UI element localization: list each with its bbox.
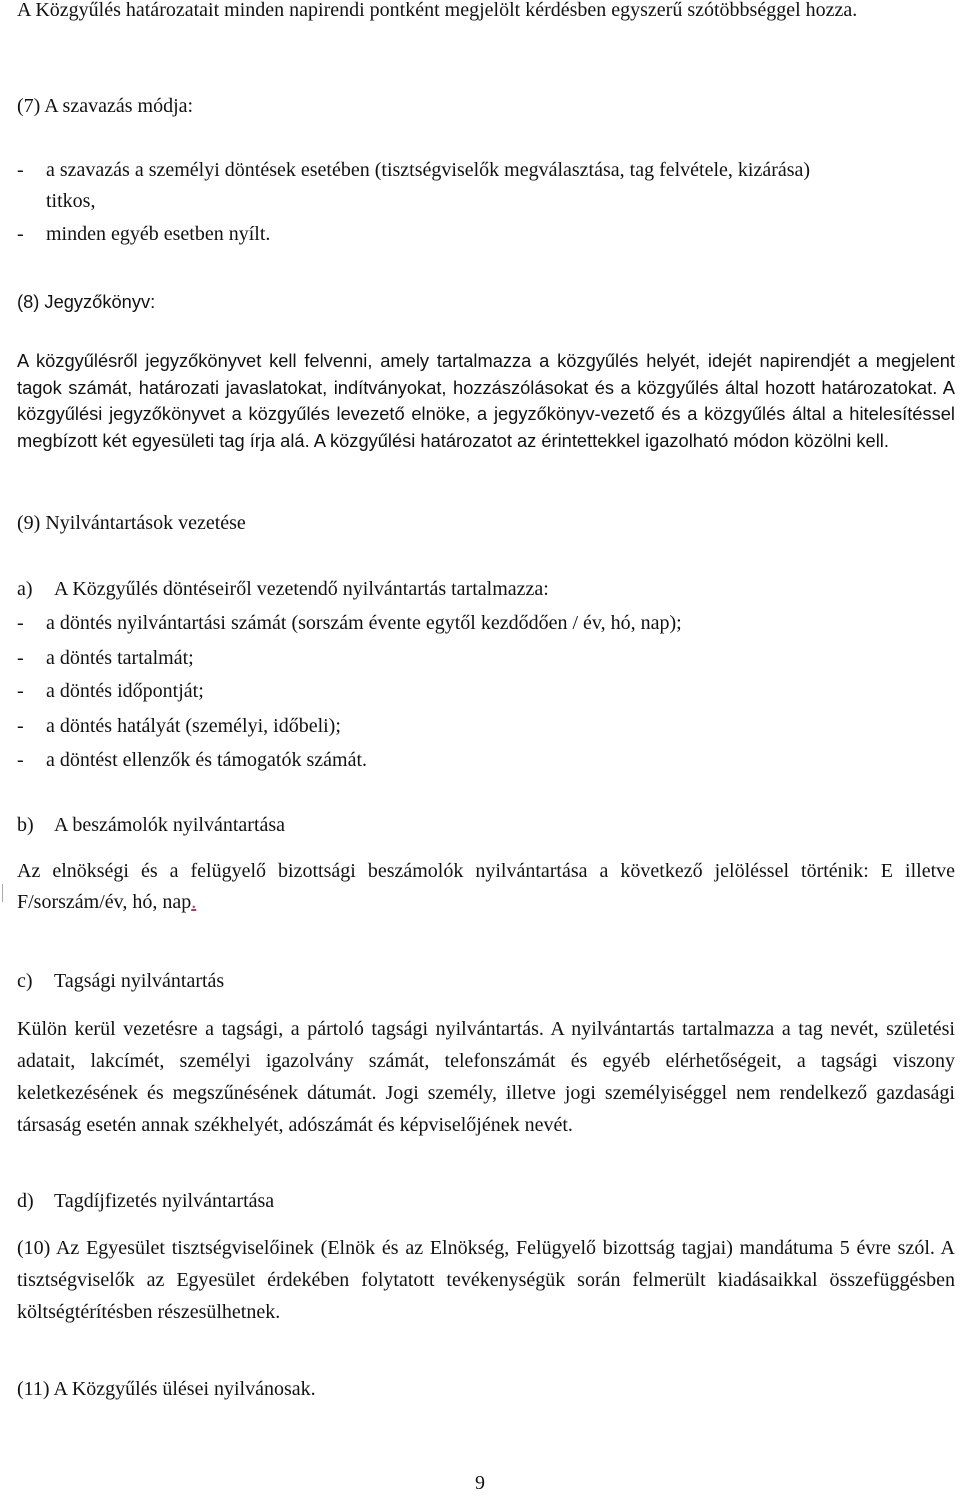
list-dash: - xyxy=(17,680,24,702)
list-item-text: titkos, xyxy=(46,190,96,212)
subsection-letter: a) xyxy=(17,578,33,600)
list-item-text: a döntés időpontját; xyxy=(46,680,204,702)
subsection-letter: d) xyxy=(17,1190,34,1212)
list-item-text: a szavazás a személyi döntések esetében (tisztségviselők megválasztása, tag felvétele, kizárása) xyxy=(46,159,811,181)
paragraph-membership-register: Külön kerül vezetésre a tagsági, a pártoló tagsági nyilvántartás. A nyilvántartás tartalmazza a tag nevét, születési adatait, lakcímét, személyi igazolvány számát, telefonszámát és egyéb elérhetőségeit, a tagsági viszony keletkezésének és megszűnésének dátumát. Jogi személy, illetve jogi személyiséggel nem rendelkező gazdasági társaság esetén annak székhelyét, adószámát és képviselőjének nevét. xyxy=(17,1018,955,1136)
paragraph-voting-majority: A Közgyűlés határozatait minden napirendi pontként megjelölt kérdésben egyszerű szótöbbséggel hozza. xyxy=(17,0,858,21)
list-dash: - xyxy=(17,612,24,634)
list-item-text: a döntés hatályát (személyi, időbeli); xyxy=(46,715,341,737)
subsection-title: A Közgyűlés döntéseiről vezetendő nyilvántartás tartalmazza: xyxy=(54,578,549,600)
subsection-letter: b) xyxy=(17,814,34,836)
paragraph-section-10: (10) Az Egyesület tisztségviselőinek (Elnök és az Elnökség, Felügyelő bizottság tagjai) mandátuma 5 évre szól. A tisztségviselők az Egyesület érdekében folytatott tevékenységük során felmerült kiadásaikkal összefüggésben költségtérítésben részesülhetnek. xyxy=(17,1237,955,1323)
paragraph-reports-text: Az elnökségi és a felügyelő bizottsági beszámolók nyilvántartása a következő jelöléssel történik: E illetve F/sorszám/év, hó, nap xyxy=(17,860,955,913)
page-number: 9 xyxy=(475,1472,485,1494)
list-dash: - xyxy=(17,223,24,245)
paragraph-reports-end: . xyxy=(191,891,197,913)
list-dash: - xyxy=(17,647,24,669)
list-item-text: a döntést ellenzők és támogatók számát. xyxy=(46,749,368,771)
section-9-heading: (9) Nyilvántartások vezetése xyxy=(17,512,246,534)
subsection-title: Tagsági nyilvántartás xyxy=(54,970,225,992)
subsection-letter: c) xyxy=(17,970,33,992)
paragraph-section-11: (11) A Közgyűlés ülései nyilvánosak. xyxy=(17,1378,316,1400)
list-dash: - xyxy=(17,749,24,771)
list-dash: - xyxy=(17,159,24,181)
paragraph-minutes: A közgyűlésről jegyzőkönyvet kell felvenni, amely tartalmazza a közgyűlés helyét, idejét napirendjét a megjelent tagok számát, határozati javaslatokat, indítványokat, hozzászólásokat és a közgyűlés által hozott határozatokat. A közgyűlési jegyzőkönyvet a közgyűlés levezető elnöke, a jegyzőkönyv-vezető és a közgyűlés által a hitelesítéssel megbízott két egyesületi tag írja alá. A közgyűlési határozatot az érintettekkel igazolható módon közölni kell. xyxy=(17,350,955,451)
margin-mark xyxy=(2,884,3,902)
list-item-text: a döntés tartalmát; xyxy=(46,647,194,669)
section-7-heading: (7) A szavazás módja: xyxy=(17,95,194,117)
section-8-heading: (8) Jegyzőkönyv: xyxy=(17,291,156,312)
subsection-title: A beszámolók nyilvántartása xyxy=(54,814,286,836)
list-item-text: a döntés nyilvántartási számát (sorszám évente egytől kezdődően / év, hó, nap); xyxy=(46,612,682,634)
list-dash: - xyxy=(17,715,24,737)
list-item-text: minden egyéb esetben nyílt. xyxy=(46,223,271,245)
paragraph-reports xyxy=(17,856,955,918)
subsection-title: Tagdíjfizetés nyilvántartása xyxy=(54,1190,275,1212)
